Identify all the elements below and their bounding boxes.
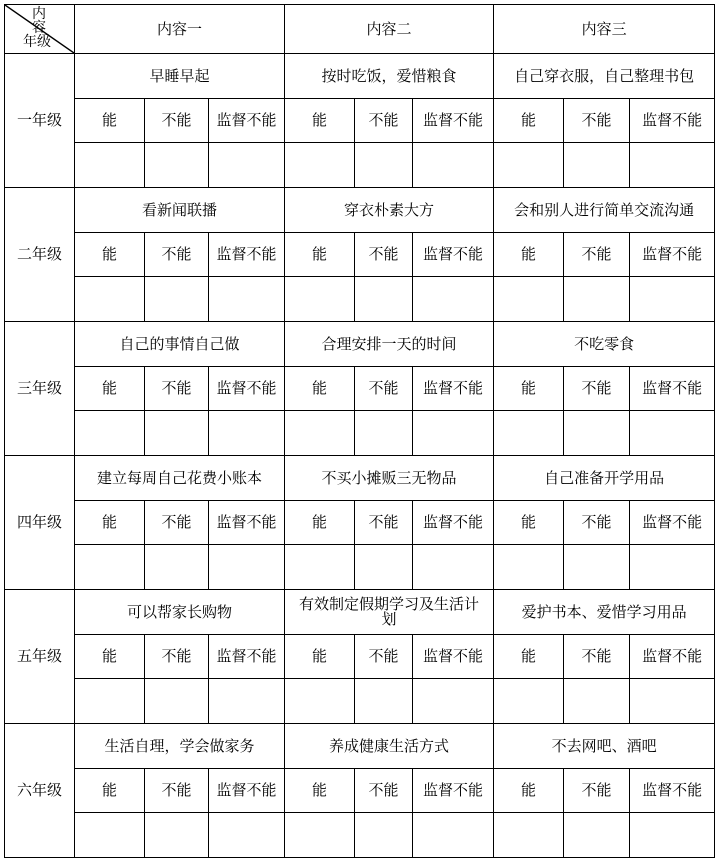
grade-label: 六年级 [5,724,75,858]
content-item: 可以帮家长购物 [75,590,285,635]
option-label: 能 [75,501,145,545]
corner-grade-label: 年级 [23,34,51,50]
answer-cell[interactable] [630,411,715,456]
option-label: 不能 [564,367,630,411]
answer-cell[interactable] [630,277,715,322]
option-label: 监督不能 [209,635,285,679]
header-row [5,5,715,54]
answer-cell[interactable] [494,813,564,858]
answer-cell[interactable] [209,545,285,590]
option-label: 不能 [145,501,209,545]
option-label: 不能 [145,99,209,143]
options-row [5,769,715,813]
option-label: 能 [285,501,355,545]
answer-cell[interactable] [630,679,715,724]
option-label: 监督不能 [209,367,285,411]
option-label: 能 [494,99,564,143]
answer-row [5,277,715,322]
answer-cell[interactable] [413,277,494,322]
grade-label: 四年级 [5,456,75,590]
answer-cell[interactable] [75,277,145,322]
option-label: 不能 [564,635,630,679]
answer-cell[interactable] [355,545,413,590]
option-label: 不能 [355,635,413,679]
item-row [5,322,715,367]
column-header-2: 内容二 [285,5,494,54]
option-label: 能 [285,99,355,143]
answer-row [5,545,715,590]
option-label: 监督不能 [630,635,715,679]
answer-cell[interactable] [209,411,285,456]
answer-cell[interactable] [355,679,413,724]
content-item: 合理安排一天的时间 [285,322,494,367]
answer-cell[interactable] [494,143,564,188]
content-item: 穿衣朴素大方 [285,188,494,233]
option-label: 能 [494,233,564,277]
grade-label: 五年级 [5,590,75,724]
answer-cell[interactable] [145,277,209,322]
answer-cell[interactable] [564,545,630,590]
option-label: 不能 [355,769,413,813]
answer-cell[interactable] [413,143,494,188]
answer-cell[interactable] [209,813,285,858]
answer-cell[interactable] [145,143,209,188]
answer-cell[interactable] [564,277,630,322]
content-item: 生活自理，学会做家务 [75,724,285,769]
options-row [5,233,715,277]
option-label: 能 [285,769,355,813]
option-label: 不能 [145,367,209,411]
answer-cell[interactable] [355,813,413,858]
answer-cell[interactable] [145,813,209,858]
content-item: 不去网吧、酒吧 [494,724,715,769]
answer-cell[interactable] [285,411,355,456]
option-label: 能 [75,635,145,679]
answer-cell[interactable] [630,813,715,858]
option-label: 不能 [355,367,413,411]
answer-cell[interactable] [355,277,413,322]
answer-cell[interactable] [355,411,413,456]
answer-cell[interactable] [75,679,145,724]
option-label: 不能 [355,233,413,277]
option-label: 监督不能 [413,501,494,545]
option-label: 不能 [564,769,630,813]
answer-cell[interactable] [355,143,413,188]
answer-cell[interactable] [285,679,355,724]
option-label: 能 [494,501,564,545]
option-label: 不能 [355,501,413,545]
answer-cell[interactable] [209,143,285,188]
option-label: 监督不能 [413,635,494,679]
content-item: 早睡早起 [75,54,285,99]
answer-cell[interactable] [494,545,564,590]
answer-cell[interactable] [145,411,209,456]
grade-label: 一年级 [5,54,75,188]
option-label: 不能 [564,99,630,143]
content-item: 自己准备开学用品 [494,456,715,501]
column-header-1: 内容一 [75,5,285,54]
answer-cell[interactable] [75,143,145,188]
answer-cell[interactable] [413,545,494,590]
option-label: 不能 [355,99,413,143]
option-label: 监督不能 [630,769,715,813]
item-row [5,724,715,769]
option-label: 监督不能 [209,233,285,277]
options-row [5,501,715,545]
answer-cell[interactable] [145,545,209,590]
answer-row [5,143,715,188]
option-label: 监督不能 [209,99,285,143]
evaluation-table [4,4,715,858]
corner-cell [5,5,75,54]
option-label: 监督不能 [630,99,715,143]
answer-row [5,411,715,456]
options-row [5,367,715,411]
content-item: 自己的事情自己做 [75,322,285,367]
answer-cell[interactable] [285,813,355,858]
item-row [5,590,715,635]
option-label: 监督不能 [413,99,494,143]
option-label: 能 [75,99,145,143]
option-label: 能 [75,769,145,813]
option-label: 监督不能 [630,367,715,411]
content-item: 爱护书本、爱惜学习用品 [494,590,715,635]
answer-cell[interactable] [564,679,630,724]
content-item: 看新闻联播 [75,188,285,233]
answer-cell[interactable] [564,411,630,456]
content-item: 不吃零食 [494,322,715,367]
answer-cell[interactable] [413,813,494,858]
option-label: 能 [75,233,145,277]
answer-cell[interactable] [285,277,355,322]
answer-row [5,813,715,858]
grade-label: 三年级 [5,322,75,456]
content-item: 建立每周自己花费小账本 [75,456,285,501]
option-label: 监督不能 [630,233,715,277]
option-label: 监督不能 [209,501,285,545]
option-label: 不能 [145,769,209,813]
answer-cell[interactable] [75,813,145,858]
content-item: 自己穿衣服，自己整理书包 [494,54,715,99]
option-label: 能 [285,635,355,679]
option-label: 监督不能 [630,501,715,545]
answer-row [5,679,715,724]
answer-cell[interactable] [494,411,564,456]
answer-cell[interactable] [494,277,564,322]
option-label: 能 [494,635,564,679]
option-label: 能 [285,233,355,277]
content-item: 按时吃饭，爱惜粮食 [285,54,494,99]
option-label: 监督不能 [413,233,494,277]
content-item: 有效制定假期学习及生活计划 [285,590,494,635]
item-row [5,188,715,233]
option-label: 不能 [145,635,209,679]
answer-cell[interactable] [75,545,145,590]
answer-cell[interactable] [285,143,355,188]
option-label: 能 [285,367,355,411]
answer-cell[interactable] [413,411,494,456]
item-row [5,456,715,501]
option-label: 监督不能 [209,769,285,813]
grade-label: 二年级 [5,188,75,322]
answer-cell[interactable] [75,411,145,456]
corner-content-label: 内容 [32,6,46,36]
option-label: 不能 [564,233,630,277]
option-label: 能 [494,769,564,813]
answer-cell[interactable] [145,679,209,724]
answer-cell[interactable] [285,545,355,590]
column-header-3: 内容三 [494,5,715,54]
item-row [5,54,715,99]
option-label: 能 [75,367,145,411]
option-label: 监督不能 [413,367,494,411]
option-label: 不能 [564,501,630,545]
answer-cell[interactable] [209,277,285,322]
answer-cell[interactable] [564,813,630,858]
answer-cell[interactable] [630,545,715,590]
option-label: 监督不能 [413,769,494,813]
answer-cell[interactable] [209,679,285,724]
answer-cell[interactable] [630,143,715,188]
answer-cell[interactable] [413,679,494,724]
content-item: 不买小摊贩三无物品 [285,456,494,501]
option-label: 不能 [145,233,209,277]
option-label: 能 [494,367,564,411]
options-row [5,99,715,143]
answer-cell[interactable] [564,143,630,188]
answer-cell[interactable] [494,679,564,724]
content-item: 养成健康生活方式 [285,724,494,769]
options-row [5,635,715,679]
content-item: 会和别人进行简单交流沟通 [494,188,715,233]
